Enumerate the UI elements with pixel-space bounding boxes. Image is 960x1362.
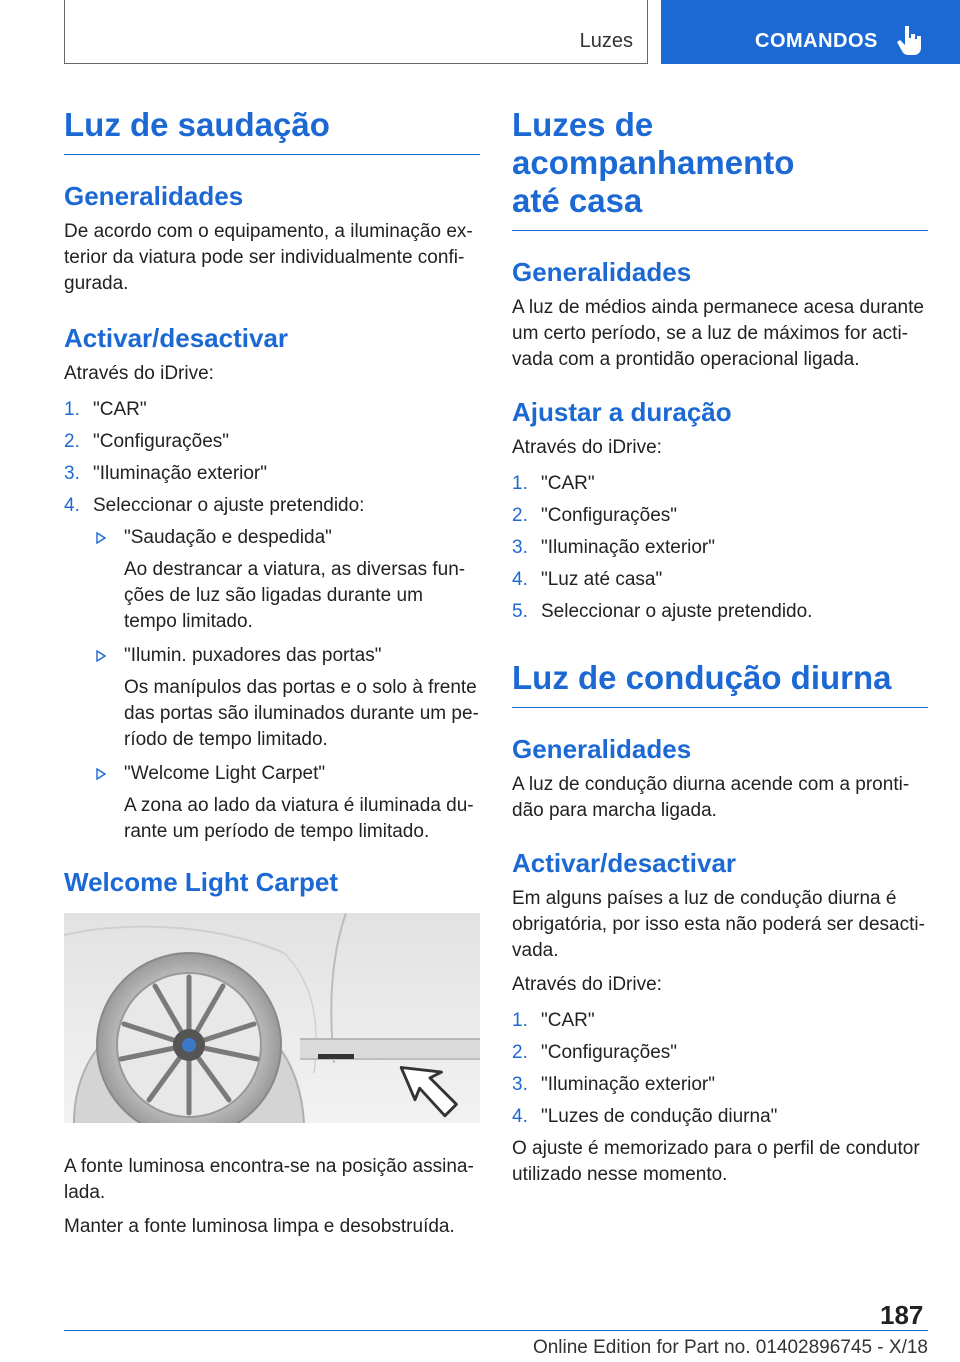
- steps-list: [512, 1008, 928, 1130]
- title-rule: [512, 707, 928, 708]
- header-chapter-tab: [661, 0, 960, 64]
- paragraph-intro: Através do iDrive:: [512, 437, 662, 458]
- heading-activar-desactivar: Activar/desactivar: [64, 323, 289, 353]
- paragraph-intro: Através do iDrive:: [512, 974, 662, 995]
- triangle-bullet-icon: [96, 532, 106, 544]
- list-item: [93, 761, 480, 845]
- step-number: 4.: [64, 495, 80, 516]
- paragraph-intro: Através do iDrive:: [64, 363, 214, 384]
- steps-list: [512, 471, 928, 625]
- step-number: 3.: [512, 1074, 528, 1095]
- header-section-box: [64, 0, 648, 64]
- steps-list: [64, 397, 480, 845]
- list-item: [64, 461, 480, 487]
- step-text: "CAR": [93, 399, 147, 420]
- list-item: [64, 493, 480, 845]
- step-number: 5.: [512, 601, 528, 622]
- section-title-conducao-diurna: Luz de condução diurna: [512, 659, 892, 696]
- header-chapter-label: COMANDOS: [755, 30, 878, 52]
- step-text: "Luzes de condução diurna": [541, 1106, 778, 1127]
- step-number: 1.: [512, 473, 528, 494]
- heading-ajustar-duracao: Ajustar a duração: [512, 397, 732, 427]
- footer-edition: Online Edition for Part no. 01402896745 - X/18: [532, 1337, 928, 1358]
- step-text: "Configurações": [541, 1042, 678, 1063]
- right-column: [512, 96, 928, 1188]
- list-item: [512, 471, 928, 497]
- step-text: "Iluminação exterior": [541, 537, 716, 558]
- paragraph: A luz de médios ainda permanece acesa durante um certo período, se a luz de máximos for acti-vada com a prontidão operacional ligada.: [512, 297, 924, 370]
- section-title-saudacao: Luz de saudação: [64, 106, 330, 143]
- list-item: [512, 567, 928, 593]
- step-text: "Configurações": [541, 505, 678, 526]
- list-item: [93, 643, 480, 753]
- triangle-bullet-icon: [96, 768, 106, 780]
- list-item: [512, 1040, 928, 1066]
- list-item: [512, 1072, 928, 1098]
- paragraph: Em alguns países a luz de condução diurna é obrigatória, por isso esta não poderá ser desacti-vada.: [512, 888, 925, 961]
- list-item: [64, 429, 480, 455]
- options-list: [93, 525, 480, 845]
- car-wheel-illustration: [64, 913, 480, 1123]
- step-text: "CAR": [541, 1010, 595, 1031]
- title-rule: [512, 230, 928, 231]
- list-item: [512, 1104, 928, 1130]
- heading-generalidades: Generalidades: [512, 734, 692, 764]
- paragraph: A fonte luminosa encontra-se na posição assina-lada.: [64, 1156, 474, 1203]
- page-number: 187: [880, 1300, 924, 1330]
- option-title: "Welcome Light Carpet": [124, 763, 326, 784]
- option-title: "Ilumin. puxadores das portas": [124, 645, 382, 666]
- heading-generalidades: Generalidades: [64, 181, 244, 211]
- option-description: A zona ao lado da viatura é iluminada du-rante um período de tempo limitado.: [124, 795, 474, 842]
- step-text: "CAR": [541, 473, 595, 494]
- title-line-1: Luzes de acompanhamento: [512, 106, 795, 181]
- option-description: Ao destrancar a viatura, as diversas fun-ções de luz são ligadas durante um tempo limitado.: [124, 559, 466, 632]
- left-column: [64, 96, 480, 1240]
- step-number: 2.: [64, 431, 80, 452]
- step-text: "Luz até casa": [541, 569, 663, 590]
- step-number: 1.: [64, 399, 80, 420]
- heading-generalidades: Generalidades: [512, 257, 692, 287]
- step-number: 4.: [512, 1106, 528, 1127]
- triangle-bullet-icon: [96, 650, 106, 662]
- step-number: 3.: [64, 463, 80, 484]
- footer-rule: [64, 1330, 928, 1331]
- title-rule: [64, 154, 480, 155]
- paragraph: O ajuste é memorizado para o perfil de condutor utilizado nesse momento.: [512, 1138, 920, 1185]
- step-number: 2.: [512, 505, 528, 526]
- header-section-label: Luzes: [579, 30, 633, 52]
- step-text: "Configurações": [93, 431, 230, 452]
- heading-welcome-light-carpet: Welcome Light Carpet: [64, 867, 339, 897]
- title-line-2: até casa: [512, 182, 643, 219]
- option-description: Os manípulos das portas e o solo à frente das portas são iluminados durante um pe-ríodo de tempo limitado.: [124, 677, 479, 750]
- paragraph: De acordo com o equipamento, a iluminação ex-terior da viatura pode ser individualmente confi-gurada.: [64, 221, 473, 294]
- step-number: 3.: [512, 537, 528, 558]
- hand-pointer-icon: [897, 24, 923, 56]
- step-text: "Iluminação exterior": [541, 1074, 716, 1095]
- step-number: 2.: [512, 1042, 528, 1063]
- list-item: [93, 525, 480, 635]
- list-item: [512, 599, 928, 625]
- step-text: Seleccionar o ajuste pretendido:: [93, 495, 365, 516]
- list-item: [64, 397, 480, 423]
- paragraph: A luz de condução diurna acende com a pronti-dão para marcha ligada.: [512, 774, 910, 821]
- list-item: [512, 1008, 928, 1034]
- step-number: 1.: [512, 1010, 528, 1031]
- list-item: [512, 503, 928, 529]
- section-title-acompanhamento: [512, 106, 928, 220]
- step-text: "Iluminação exterior": [93, 463, 268, 484]
- step-text: Seleccionar o ajuste pretendido.: [541, 601, 813, 622]
- step-number: 4.: [512, 569, 528, 590]
- list-item: [512, 535, 928, 561]
- paragraph: Manter a fonte luminosa limpa e desobstruída.: [64, 1216, 455, 1237]
- option-title: "Saudação e despedida": [124, 527, 332, 548]
- heading-activar-desactivar: Activar/desactivar: [512, 848, 737, 878]
